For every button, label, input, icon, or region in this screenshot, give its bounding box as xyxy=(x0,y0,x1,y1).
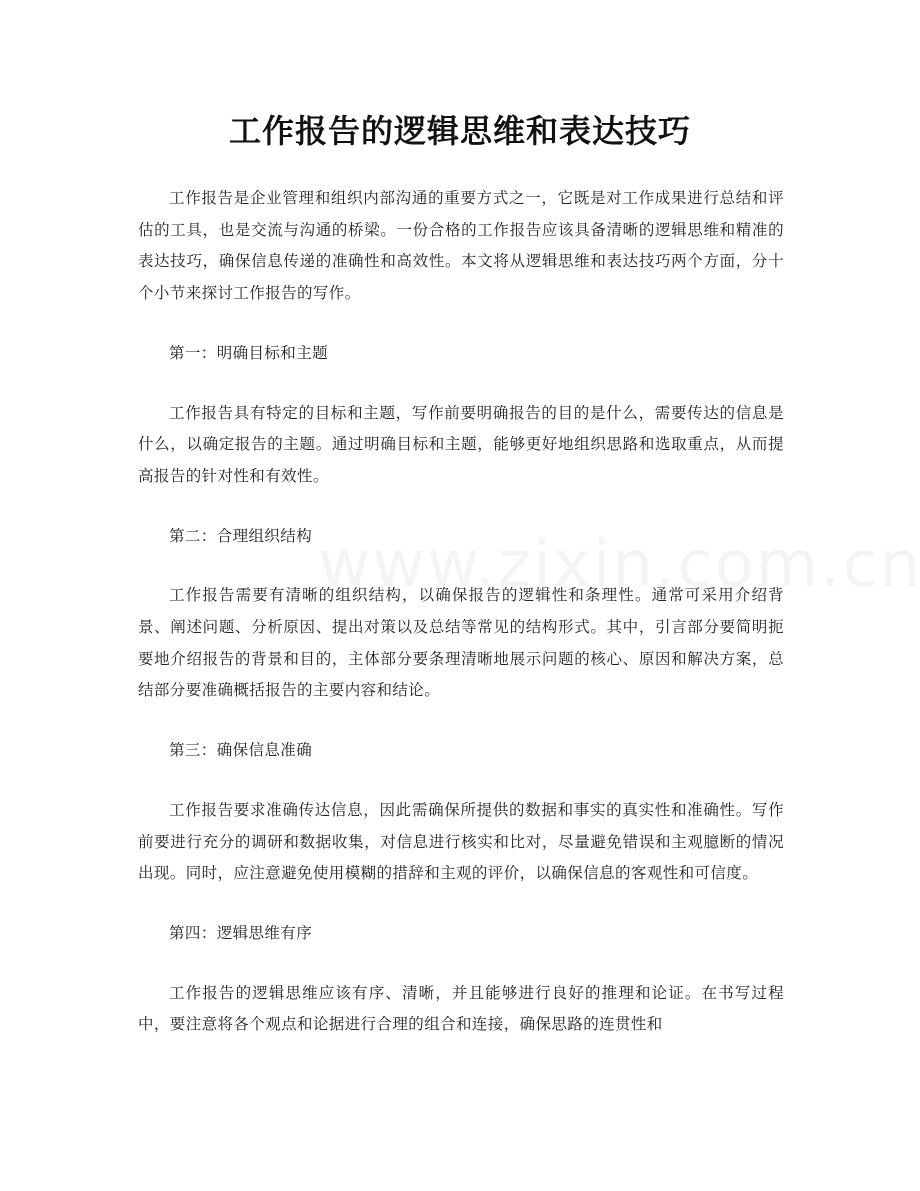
section-paragraph-3: 工作报告要求准确传达信息，因此需确保所提供的数据和事实的真实性和准确性。写作前要进行充分的调研和数据收集，对信息进行核实和比对，尽量避免错误和主观臆断的情况出现。同时，应注意避免使用模糊的措辞和主观的评价，以确保信息的客观性和可信度。 xyxy=(138,800,784,883)
document-body xyxy=(138,183,784,1069)
section-heading-4: 第四：逻辑思维有序 xyxy=(169,923,313,942)
section-heading-1: 第一：明确目标和主题 xyxy=(169,343,329,362)
section-paragraph-1: 工作报告具有特定的目标和主题，写作前要明确报告的目的是什么，需要传达的信息是什么，以确定报告的主题。通过明确目标和主题，能够更好地组织思路和选取重点，从而提高报告的针对性和有效性。 xyxy=(138,403,784,485)
section-heading-3: 第三：确保信息准确 xyxy=(169,741,313,760)
document-title: 工作报告的逻辑思维和表达技巧 xyxy=(228,112,691,150)
section-paragraph-2: 工作报告需要有清晰的组织结构，以确保报告的逻辑性和条理性。通常可采用介绍背景、阐述问题、分析原因、提出对策以及总结等常见的结构形式。其中，引言部分要简明扼要地介绍报告的背景和目的，主体部分要条理清晰地展示问题的核心、原因和解决方案，总结部分要准确概括报告的主要内容和结论。 xyxy=(138,586,784,700)
section-heading-2: 第二：合理组织结构 xyxy=(169,526,313,545)
intro-paragraph: 工作报告是企业管理和组织内部沟通的重要方式之一，它既是对工作成果进行总结和评估的工具，也是交流与沟通的桥梁。一份合格的工作报告应该具备清晰的逻辑思维和精准的表达技巧，确保信息传递的准确性和高效性。本文将从逻辑思维和表达技巧两个方面，分十个小节来探讨工作报告的写作。 xyxy=(138,189,784,303)
section-paragraph-4: 工作报告的逻辑思维应该有序、清晰，并且能够进行良好的推理和论证。在书写过程中，要注意将各个观点和论据进行合理的组合和连接，确保思路的连贯性和 xyxy=(138,983,784,1034)
